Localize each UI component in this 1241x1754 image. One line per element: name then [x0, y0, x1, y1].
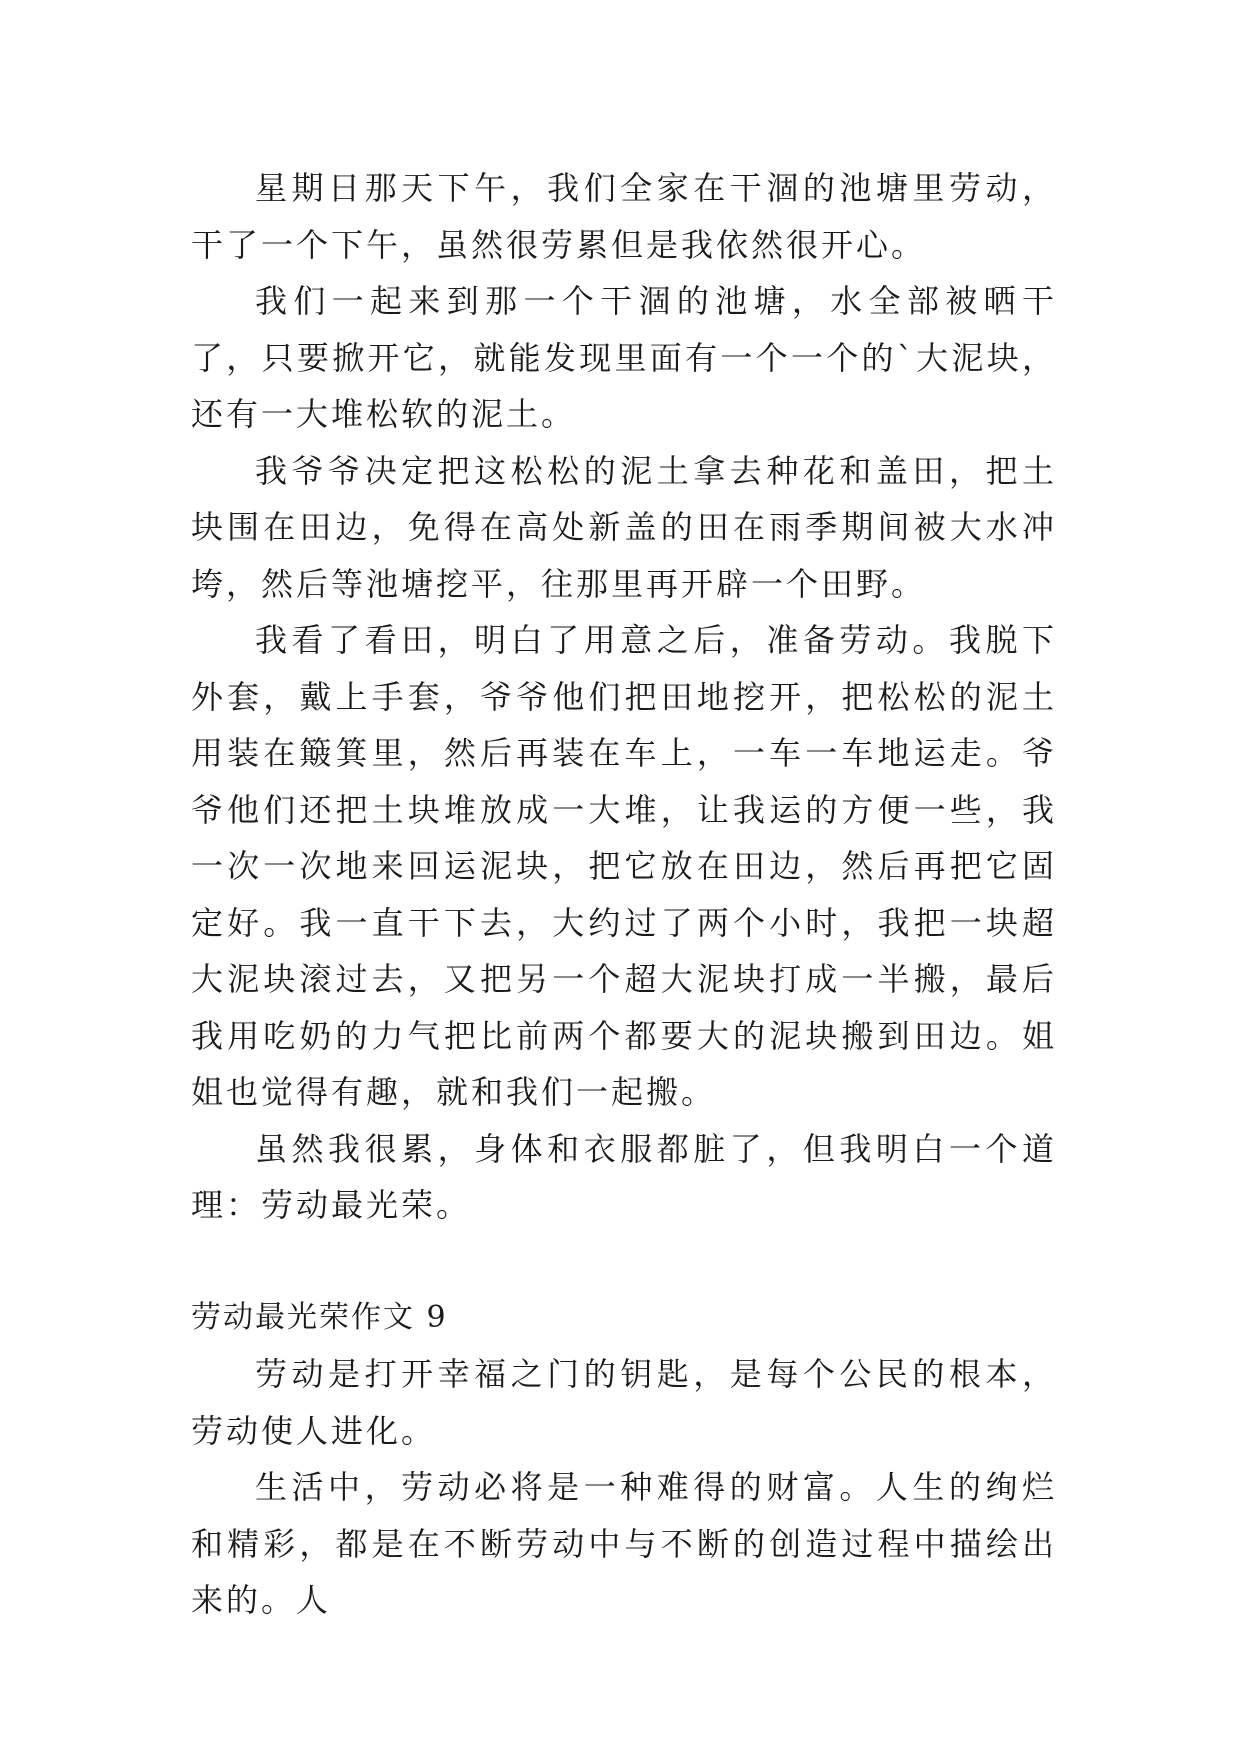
paragraph-carrying-mud: 我看了看田，明白了用意之后，准备劳动。我脱下外套，戴上手套，爷爷他们把田地挖开，把松松的泥土用装在簸箕里，然后再装在车上，一车一车地运走。爷爷他们还把土块堆放成一大堆，让我运的方便一些，我一次一次地来回运泥块，把它放在田边，然后再把它固定好。我一直干下去，大约过了两个小时，我把一块超大泥块滚过去，又把另一个超大泥块打成一半搬，最后我用吃奶的力气把比前两个都要大的泥块搬到田边。姐姐也觉得有趣，就和我们一起搬。 [191, 621, 1057, 1111]
paragraph-labor-wealth: 生活中，劳动必将是一种难得的财富。人生的绚烂和精彩，都是在不断劳动中与不断的创造过程中描绘出来的。人 [191, 1468, 1057, 1619]
paragraph-sunday-labor: 星期日那天下午，我们全家在干涸的池塘里劳动，干了一个下午，虽然很劳累但是我依然很开心。 [191, 169, 1057, 264]
paragraph-dry-pond: 我们一起来到那一个干涸的池塘，水全部被晒干了，只要掀开它，就能发现里面有一个一个的`大泥块，还有一大堆松软的泥土。 [191, 282, 1057, 433]
paragraph-grandpa-plan: 我爷爷决定把这松松的泥土拿去种花和盖田，把土块围在田边，免得在高处新盖的田在雨季期间被大水冲垮，然后等池塘挖平，往那里再开辟一个田野。 [191, 451, 1057, 603]
document-page [191, 160, 1057, 1629]
section-heading: 劳动最光荣作文 9 [191, 1299, 448, 1335]
paragraph-labor-key: 劳动是打开幸福之门的钥匙，是每个公民的根本，劳动使人进化。 [191, 1355, 1057, 1450]
paragraph-conclusion: 虽然我很累，身体和衣服都脏了，但我明白一个道理：劳动最光荣。 [191, 1129, 1057, 1224]
section-gap [191, 1234, 1057, 1290]
